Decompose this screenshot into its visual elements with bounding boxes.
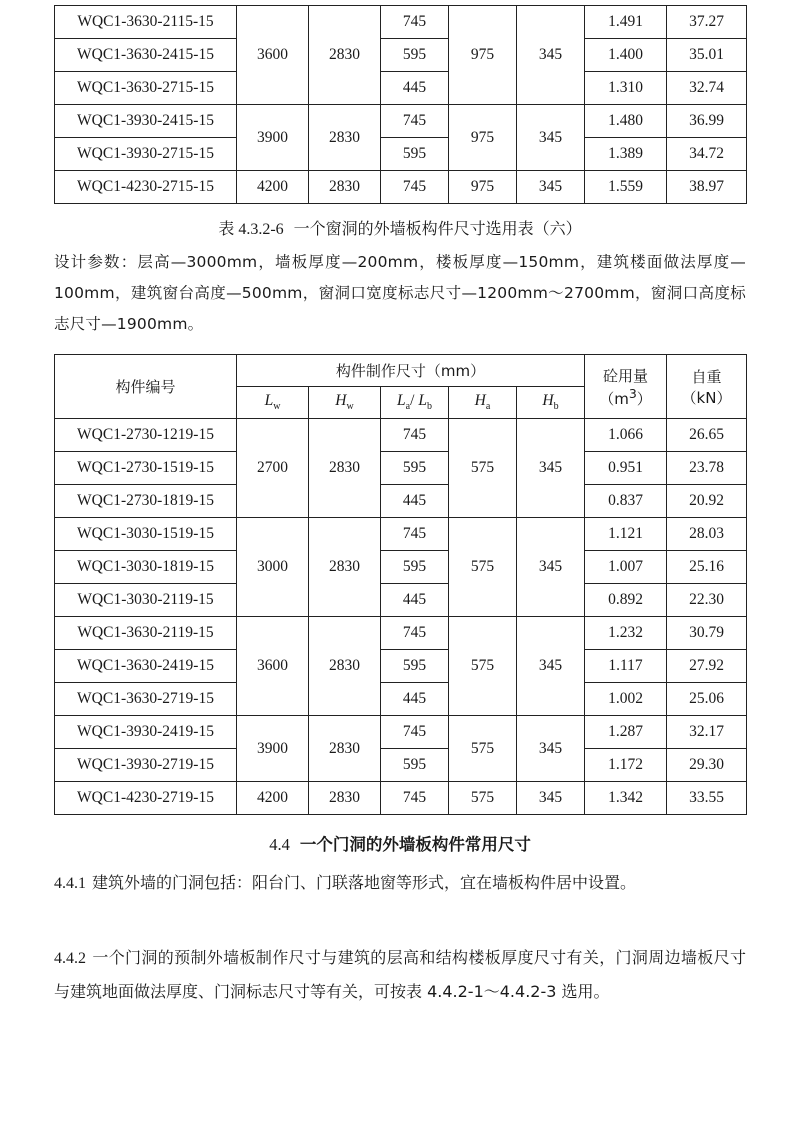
hw-cell: 2830: [309, 716, 381, 782]
header-row: [55, 355, 747, 387]
concrete-cell: 0.951: [585, 452, 667, 485]
component-id-cell: WQC1-2730-1819-15: [55, 485, 237, 518]
table-row: [55, 551, 747, 584]
table-row: [55, 683, 747, 716]
concrete-cell: 1.066: [585, 419, 667, 452]
continued-size-table: [54, 5, 747, 204]
header-concrete-volume: [585, 355, 667, 419]
ha-cell: 975: [449, 171, 517, 204]
concrete-cell: 1.172: [585, 749, 667, 782]
table-row: [55, 650, 747, 683]
la-lb-cell: 745: [381, 105, 449, 138]
weight-cell: 28.03: [667, 518, 747, 551]
la-lb-cell: 595: [381, 138, 449, 171]
weight-cell: 23.78: [667, 452, 747, 485]
hw-cell: 2830: [309, 105, 381, 171]
ha-cell: 575: [449, 617, 517, 716]
la-lb-cell: 745: [381, 782, 449, 815]
concrete-cell: 0.892: [585, 584, 667, 617]
table-row: [55, 518, 747, 551]
component-id-cell: WQC1-4230-2719-15: [55, 782, 237, 815]
hb-cell: 345: [517, 716, 585, 782]
la-lb-cell: 745: [381, 518, 449, 551]
header-lw: $L_w$: [237, 387, 309, 419]
component-id-cell: WQC1-3630-2715-15: [55, 72, 237, 105]
hb-cell: 345: [517, 105, 585, 171]
weight-cell: 22.30: [667, 584, 747, 617]
concrete-cell: 1.400: [585, 39, 667, 72]
la-lb-cell: 595: [381, 749, 449, 782]
concrete-cell: 1.007: [585, 551, 667, 584]
weight-cell: 25.06: [667, 683, 747, 716]
table-row: [55, 749, 747, 782]
component-id-cell: WQC1-3630-2419-15: [55, 650, 237, 683]
hb-cell: 345: [517, 419, 585, 518]
lw-cell: 3900: [237, 105, 309, 171]
section-heading: [0, 831, 800, 855]
la-lb-cell: 745: [381, 171, 449, 204]
hb-cell: 345: [517, 617, 585, 716]
la-lb-cell: 745: [381, 6, 449, 39]
la-lb-cell: 445: [381, 485, 449, 518]
table-row: [55, 39, 747, 72]
la-lb-cell: 445: [381, 584, 449, 617]
table-row: [55, 72, 747, 105]
concrete-cell: 1.232: [585, 617, 667, 650]
concrete-cell: 1.287: [585, 716, 667, 749]
header-self-weight: [667, 355, 747, 419]
weight-cell: 30.79: [667, 617, 747, 650]
hw-cell: 2830: [309, 171, 381, 204]
concrete-cell: 0.837: [585, 485, 667, 518]
header-ha: $H_a$: [449, 387, 517, 419]
concrete-cell: 1.491: [585, 6, 667, 39]
la-lb-cell: 595: [381, 551, 449, 584]
concrete-cell: 1.310: [585, 72, 667, 105]
weight-cell: 37.27: [667, 6, 747, 39]
component-id-cell: WQC1-3630-2415-15: [55, 39, 237, 72]
table-row: [55, 105, 747, 138]
table-row: [55, 716, 747, 749]
clause-4-4-1: [54, 866, 746, 900]
weight-cell: 34.72: [667, 138, 747, 171]
component-id-cell: WQC1-3930-2719-15: [55, 749, 237, 782]
table-caption: [0, 216, 800, 239]
table-row: [55, 6, 747, 39]
table-row: [55, 485, 747, 518]
hw-cell: 2830: [309, 6, 381, 105]
component-id-cell: WQC1-4230-2715-15: [55, 171, 237, 204]
ha-cell: 575: [449, 518, 517, 617]
header-hw: $H_w$: [309, 387, 381, 419]
la-lb-cell: 595: [381, 39, 449, 72]
component-id-cell: WQC1-3930-2715-15: [55, 138, 237, 171]
component-id-cell: WQC1-3630-2115-15: [55, 6, 237, 39]
component-id-cell: WQC1-3030-1519-15: [55, 518, 237, 551]
weight-cell: 27.92: [667, 650, 747, 683]
design-parameters: 设计参数：层高—3000mm，墙板厚度—200mm，楼板厚度—150mm，建筑楼面做法厚度—100mm，建筑窗台高度—500mm，窗洞口宽度标志尺寸—1200mm～2700mm，窗洞口高度标志尺寸—1900mm。: [54, 253, 746, 333]
table-row: [55, 452, 747, 485]
hw-cell: 2830: [309, 419, 381, 518]
clause-text: 一个门洞的预制外墙板制作尺寸与建筑的层高和结构楼板厚度尺寸有关，门洞周边墙板尺寸与建筑地面做法厚度、门洞标志尺寸等有关，可按表 4.4.2-1～4.4.2-3 选用。: [54, 948, 746, 1001]
clause-number: 4.4.2: [54, 950, 86, 967]
section-title: 一个门洞的外墙板构件常用尺寸: [299, 835, 531, 854]
table-row: [55, 782, 747, 815]
weight-unit: （kN）: [681, 388, 732, 407]
lw-cell: 3000: [237, 518, 309, 617]
hb-cell: 345: [517, 518, 585, 617]
weight-cell: 33.55: [667, 782, 747, 815]
hw-cell: 2830: [309, 617, 381, 716]
header-component-id: 构件编号: [55, 355, 237, 419]
hb-cell: 345: [517, 782, 585, 815]
component-id-cell: WQC1-3630-2119-15: [55, 617, 237, 650]
weight-label: 自重: [691, 367, 722, 386]
concrete-cell: 1.480: [585, 105, 667, 138]
table-row: [55, 138, 747, 171]
lw-cell: 3900: [237, 716, 309, 782]
header-dimensions-group: 构件制作尺寸（mm）: [237, 355, 585, 387]
clause-4-4-2: [54, 941, 746, 1008]
concrete-cell: 1.342: [585, 782, 667, 815]
weight-cell: 20.92: [667, 485, 747, 518]
la-lb-cell: 745: [381, 419, 449, 452]
table-row: [55, 171, 747, 204]
clause-text: 建筑外墙的门洞包括：阳台门、门联落地窗等形式，宜在墙板构件居中设置。: [92, 873, 637, 892]
component-id-cell: WQC1-3630-2719-15: [55, 683, 237, 716]
la-lb-cell: 445: [381, 72, 449, 105]
header-hb: $H_b$: [517, 387, 585, 419]
concrete-cell: 1.117: [585, 650, 667, 683]
la-lb-cell: 595: [381, 650, 449, 683]
table-number: 表 4.3.2-6: [218, 221, 284, 238]
table-row: [55, 617, 747, 650]
lw-cell: 3600: [237, 617, 309, 716]
lw-cell: 3600: [237, 6, 309, 105]
lw-cell: 4200: [237, 782, 309, 815]
clause-number: 4.4.1: [54, 875, 86, 892]
ha-cell: 575: [449, 716, 517, 782]
concrete-cell: 1.121: [585, 518, 667, 551]
table-row: [55, 584, 747, 617]
concrete-label: 砼用量: [602, 366, 648, 385]
component-id-cell: WQC1-2730-1219-15: [55, 419, 237, 452]
hw-cell: 2830: [309, 782, 381, 815]
ha-cell: 975: [449, 6, 517, 105]
window-wall-panel-size-table: [54, 354, 747, 815]
table-row: [55, 419, 747, 452]
weight-cell: 29.30: [667, 749, 747, 782]
weight-cell: 36.99: [667, 105, 747, 138]
hw-cell: 2830: [309, 518, 381, 617]
ha-cell: 575: [449, 782, 517, 815]
weight-cell: 25.16: [667, 551, 747, 584]
component-id-cell: WQC1-3930-2415-15: [55, 105, 237, 138]
table-title: 一个窗洞的外墙板构件尺寸选用表（六）: [293, 219, 582, 238]
hb-cell: 345: [517, 6, 585, 105]
concrete-unit: $(m^3)$: [599, 385, 652, 408]
lw-cell: 4200: [237, 171, 309, 204]
hb-cell: 345: [517, 171, 585, 204]
weight-cell: 32.17: [667, 716, 747, 749]
la-lb-cell: 745: [381, 716, 449, 749]
ha-cell: 975: [449, 105, 517, 171]
component-id-cell: WQC1-3030-1819-15: [55, 551, 237, 584]
component-id-cell: WQC1-2730-1519-15: [55, 452, 237, 485]
concrete-cell: 1.389: [585, 138, 667, 171]
header-la-lb: $L_a/$ $L_b$: [381, 387, 449, 419]
concrete-cell: 1.559: [585, 171, 667, 204]
weight-cell: 26.65: [667, 419, 747, 452]
la-lb-cell: 745: [381, 617, 449, 650]
la-lb-cell: 595: [381, 452, 449, 485]
weight-cell: 38.97: [667, 171, 747, 204]
weight-cell: 35.01: [667, 39, 747, 72]
component-id-cell: WQC1-3930-2419-15: [55, 716, 237, 749]
ha-cell: 575: [449, 419, 517, 518]
la-lb-cell: 445: [381, 683, 449, 716]
lw-cell: 2700: [237, 419, 309, 518]
component-id-cell: WQC1-3030-2119-15: [55, 584, 237, 617]
concrete-cell: 1.002: [585, 683, 667, 716]
weight-cell: 32.74: [667, 72, 747, 105]
section-number: 4.4: [269, 835, 290, 854]
